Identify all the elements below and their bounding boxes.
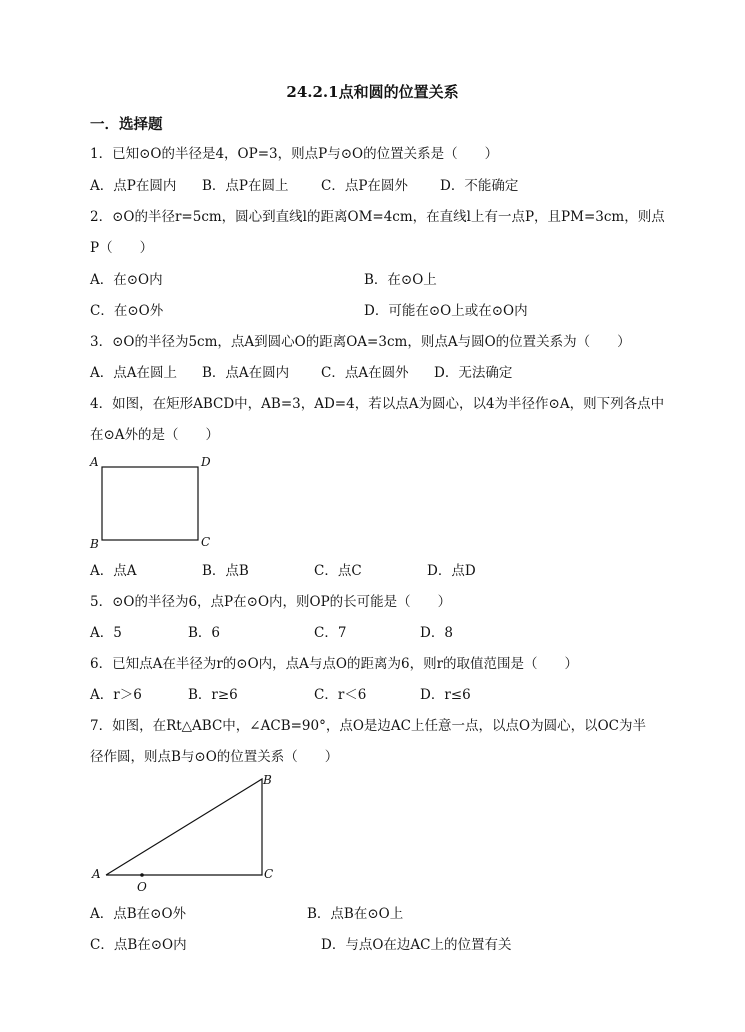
q6-option-a: A．r＞6 — [90, 687, 142, 703]
q2-option-a: A．在⊙O内 — [90, 272, 163, 288]
q3-option-c: C．点A在圆外 — [321, 365, 409, 381]
q5-option-c: C．7 — [314, 625, 347, 641]
q2-stem-line1: 2．⊙O的半径r=5cm，圆心到直线l的距离OM=4cm，在直线l上有一点P，且PM=3cm，则点 — [90, 209, 665, 225]
label-c: C — [264, 867, 274, 881]
q5-option-a: A．5 — [90, 625, 122, 641]
label-c: C — [201, 535, 211, 549]
q3-option-a: A．点A在圆上 — [90, 365, 177, 381]
q7-stem-line1: 7．如图，在Rt△ABC中，∠ACB=90°，点O是边AC上任意一点，以点O为圆心，以OC为半 — [90, 718, 646, 734]
q2-option-c: C．在⊙O外 — [90, 303, 164, 319]
q3-option-b: B．点A在圆内 — [202, 365, 290, 381]
rectangle-abcd — [102, 467, 198, 540]
q4-option-c: C．点C — [314, 563, 362, 579]
q2-option-d: D．可能在⊙O上或在⊙O内 — [364, 303, 528, 319]
q3-stem: 3．⊙O的半径为5cm，点A到圆心O的距离OA=3cm，则点A与圆O的位置关系为（ ） — [90, 334, 631, 350]
q1-option-b: B．点P在圆上 — [202, 178, 289, 194]
q4-stem-line2: 在⊙A外的是（ ） — [90, 427, 220, 443]
q6-option-d: D．r≤6 — [420, 687, 471, 703]
label-b: B — [263, 773, 272, 787]
q1-stem: 1．已知⊙O的半径是4，OP=3，则点P与⊙O的位置关系是（ ） — [90, 146, 499, 162]
label-d: D — [201, 455, 211, 469]
section-heading: 一．选择题 — [90, 116, 163, 133]
q5-option-d: D．8 — [420, 625, 453, 641]
q4-option-b: B．点B — [202, 563, 249, 579]
label-o: O — [137, 880, 147, 894]
q7-option-c: C．点B在⊙O内 — [90, 937, 187, 953]
label-a: A — [92, 867, 101, 881]
q7-option-b: B．点B在⊙O上 — [307, 906, 404, 922]
point-o — [140, 873, 144, 877]
q6-stem: 6．已知点A在半径为r的⊙O内，点A与点O的距离为6，则r的取值范围是（ ） — [90, 656, 579, 672]
q4-option-a: A．点A — [90, 563, 137, 579]
q7-option-d: D．与点O在边AC上的位置有关 — [321, 937, 512, 953]
q7-stem-line2: 径作圆，则点B与⊙O的位置关系（ ） — [90, 749, 339, 765]
triangle-abc — [106, 779, 262, 875]
q5-option-b: B．6 — [188, 625, 221, 641]
q1-option-d: D．不能确定 — [440, 178, 519, 194]
q4-stem-line1: 4．如图，在矩形ABCD中，AB=3，AD=4，若以点A为圆心，以4为半径作⊙A，则下列各点中 — [90, 396, 665, 412]
q6-option-b: B．r≥6 — [188, 687, 238, 703]
right-triangle-abc-figure — [88, 770, 288, 896]
label-a: A — [90, 455, 99, 469]
label-b: B — [90, 537, 99, 551]
q2-option-b: B．在⊙O上 — [364, 272, 437, 288]
q1-option-c: C．点P在圆外 — [321, 178, 408, 194]
q6-option-c: C．r＜6 — [314, 687, 367, 703]
q5-stem: 5．⊙O的半径为6，点P在⊙O内，则OP的长可能是（ ） — [90, 594, 452, 610]
rectangle-abcd-figure — [84, 452, 224, 552]
q4-option-d: D．点D — [427, 563, 476, 579]
q7-option-a: A．点B在⊙O外 — [90, 906, 187, 922]
q3-option-d: D．无法确定 — [434, 365, 513, 381]
page-title: 24.2.1点和圆的位置关系 — [286, 83, 459, 101]
q2-stem-line2: P（ ） — [90, 240, 154, 256]
q1-option-a: A．点P在圆内 — [90, 178, 177, 194]
